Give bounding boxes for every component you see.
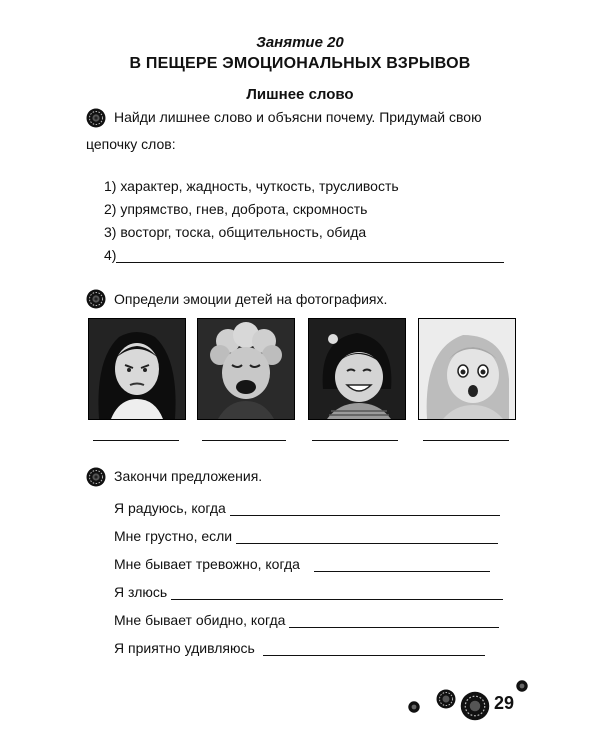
sentence-answer-line[interactable] <box>263 642 485 656</box>
sentence-row <box>114 640 485 656</box>
page-title: В ПЕЩЕРЕ ЭМОЦИОНАЛЬНЫХ ВЗРЫВОВ <box>129 55 471 72</box>
lesson-number: Занятие 20 <box>256 34 344 51</box>
task1-instruction-line2: цепочку слов: <box>86 136 176 152</box>
sentence-answer-line[interactable] <box>289 614 499 628</box>
sunflower-bullet-icon <box>86 108 106 128</box>
sunflower-bullet-icon <box>86 289 106 309</box>
sunflower-bullet-icon <box>86 467 106 487</box>
sentence-answer-line[interactable] <box>171 586 503 600</box>
sentence-answer-line[interactable] <box>230 502 500 516</box>
sentence-row <box>114 556 490 572</box>
photo-laughing-girl <box>308 318 406 420</box>
sentence-start: Я злюсь <box>114 584 168 600</box>
list-item: 2) упрямство, гнев, доброта, скромность <box>104 201 368 217</box>
sunflower-decoration-icon <box>460 691 490 721</box>
sentence-start: Мне бывает тревожно, когда <box>114 556 300 572</box>
list-item: 1) характер, жадность, чуткость, трусливость <box>104 178 399 194</box>
list-item-4 <box>104 247 504 263</box>
task3-instruction: Закончи предложения. <box>114 468 263 484</box>
section-subtitle: Лишнее слово <box>246 86 354 103</box>
page-number: 29 <box>494 693 515 713</box>
sunflower-decoration-icon <box>516 680 528 692</box>
photo1-answer-line[interactable] <box>93 440 179 441</box>
photo4-answer-line[interactable] <box>423 440 509 441</box>
sentence-answer-line[interactable] <box>314 558 490 572</box>
sentence-start: Мне бывает обидно, когда <box>114 612 286 628</box>
sunflower-decoration-icon <box>436 689 456 709</box>
task1-instruction-line1: Найди лишнее слово и объясни почему. Придумай свою <box>114 109 482 125</box>
sentence-row <box>114 500 500 516</box>
sentence-row <box>114 528 498 544</box>
photo3-answer-line[interactable] <box>312 440 398 441</box>
sunflower-decoration-icon <box>408 701 420 713</box>
sentence-start: Я радуюсь, когда <box>114 500 226 516</box>
sentence-row <box>114 584 503 600</box>
sentence-answer-line[interactable] <box>236 530 498 544</box>
photo-crying-boy <box>197 318 295 420</box>
photo-surprised-girl <box>418 318 516 420</box>
sentence-row <box>114 612 499 628</box>
list-item-4-label: 4) <box>104 247 117 263</box>
list-item: 3) восторг, тоска, общительность, обида <box>104 224 367 240</box>
sentence-start: Я приятно удивляюсь <box>114 640 255 656</box>
sentence-start: Мне грустно, если <box>114 528 233 544</box>
photo2-answer-line[interactable] <box>202 440 286 441</box>
task2-instruction: Определи эмоции детей на фотографиях. <box>114 291 388 307</box>
photo-angry-girl <box>88 318 186 420</box>
own-chain-answer-line[interactable] <box>116 248 504 263</box>
